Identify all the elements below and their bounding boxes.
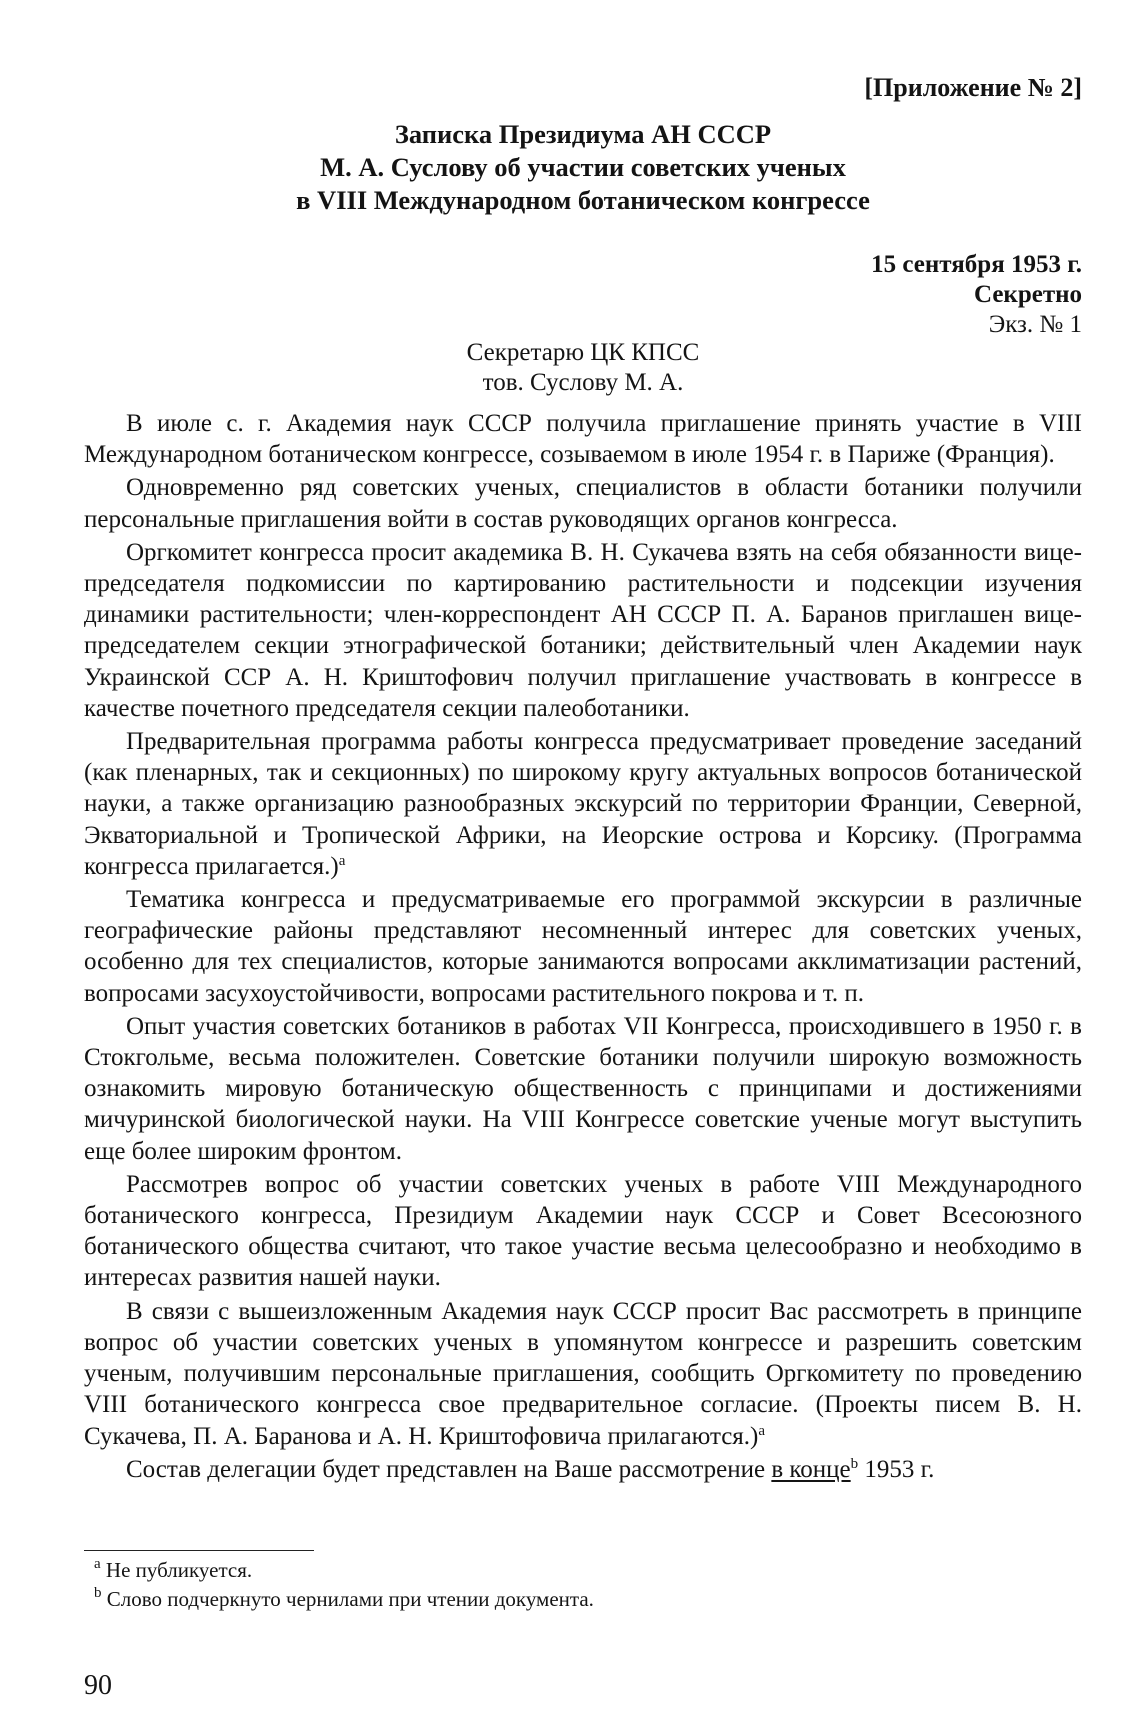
footnote-ref-a: a xyxy=(338,852,346,869)
footnote-b-text: Слово подчеркнуто чернилами при чтении документа. xyxy=(101,1587,594,1611)
footnote-ref-a-2: a xyxy=(758,1422,766,1439)
paragraph-5: Тематика конгресса и предусматриваемые его программой экскурсии в различные географические районы представляют несомненный интерес для советских ученых, особенно для тех специалистов, которые занимаются вопросами акклиматизации растений, вопросами засухоустойчивости, вопросами растительного покрова и т. п. xyxy=(84,886,1082,1007)
footnote-a-mark: a xyxy=(94,1556,101,1572)
paragraph-1: В июле с. г. Академия наук СССР получила приглашение принять участие в VIII Международном ботаническом конгрессе, созываемом в июле 1954 г. в Париже (Франция). xyxy=(84,410,1082,469)
paragraph-9-end: 1953 г. xyxy=(858,1455,935,1483)
footnote-b-mark: b xyxy=(94,1585,102,1601)
document-page xyxy=(84,72,1082,1712)
secrecy-stamp: Секретно xyxy=(973,281,1082,308)
footnotes xyxy=(84,1556,594,1614)
underlined-phrase: в конце xyxy=(771,1455,851,1483)
footnote-a xyxy=(84,1556,594,1585)
paragraph-4-text: Предварительная программа работы конгресса предусматривает проведение заседаний (как пленарных, так и секционных) по широкому кругу актуальных вопросов ботанической науки, а также организацию разнообразных экскурсий по территории Франции, Северной, Экваториальной и Тропической Африки, на Иеорские острова и Корсику. (Программа конгресса прилагается.) xyxy=(84,728,1082,880)
title-line-3: в VIII Международном ботаническом конгрессе xyxy=(296,185,870,215)
paragraph-2: Одновременно ряд советских ученых, специалистов в области ботаники получили персональные приглашения войти в состав руководящих органов конгресса. xyxy=(84,474,1082,533)
title-line-2: М. А. Суслову об участии советских ученых xyxy=(320,152,846,182)
document-body xyxy=(84,408,1082,1485)
paragraph-9-text: Состав делегации будет представлен на Ваше рассмотрение xyxy=(126,1455,772,1483)
paragraph-8-text: В связи с вышеизложенным Академия наук СССР просит Вас рассмотреть в принципе вопрос об участии советских ученых в упомянутом конгрессе и разрешить советским ученым, получившим персональные приглашения, сообщить Оргкомитету по проведению VIII ботанического конгресса свое предварительное согласие. (Проекты писем В. Н. Сукачева, П. А. Баранова и А. Н. Криштофовича прилагаются.) xyxy=(84,1297,1082,1450)
addressee-line-2: тов. Суслову М. А. xyxy=(482,369,684,396)
footnote-divider xyxy=(84,1550,314,1551)
addressee-line-1: Секретарю ЦК КПСС xyxy=(466,339,700,366)
paragraph-8 xyxy=(84,1296,1082,1452)
footnote-b xyxy=(84,1585,594,1614)
document-meta xyxy=(871,250,1082,340)
paragraph-6: Опыт участия советских ботаников в работах VII Конгресса, происходившего в 1950 г. в Стокгольме, весьма положителен. Советские ботаники получили широкую возможность ознакомить мировую ботаническую общественность с принципами и достижениями мичуринской биологической науки. На VIII Конгрессе советские ученые могут выступить еще более широким фронтом. xyxy=(84,1012,1082,1165)
page-number: 90 xyxy=(84,1670,112,1701)
paragraph-4 xyxy=(84,726,1082,882)
footnote-a-text: Не публикуется. xyxy=(100,1558,253,1582)
paragraph-3: Оргкомитет конгресса просит академика В. Н. Сукачева взять на себя обязанности вице-председателя подкомиссии по картированию растительности и подсекции изучения динамики растительности; член-корреспондент АН СССР П. А. Баранов приглашен вице-председателем секции этнографической ботаники; действительный член Академии наук Украинской ССР А. Н. Криштофович получил приглашение участвовать в конгрессе в качестве почетного председателя секции палеоботаники. xyxy=(84,538,1082,722)
appendix-label: [Приложение № 2] xyxy=(864,73,1082,102)
document-date: 15 сентября 1953 г. xyxy=(871,251,1082,278)
document-title xyxy=(84,118,1082,217)
copy-number: Экз. № 1 xyxy=(988,311,1082,338)
paragraph-9 xyxy=(84,1454,1082,1485)
addressee xyxy=(84,338,1082,398)
paragraph-7: Рассмотрев вопрос об участии советских ученых в работе VIII Международного ботанического конгресса, Президиум Академии наук СССР и Совет Всесоюзного ботанического общества считают, что такое участие весьма целесообразно и необходимо в интересах развития нашей науки. xyxy=(84,1170,1082,1292)
title-line-1: Записка Президиума АН СССР xyxy=(394,119,772,149)
footnote-ref-b: b xyxy=(850,1455,859,1472)
